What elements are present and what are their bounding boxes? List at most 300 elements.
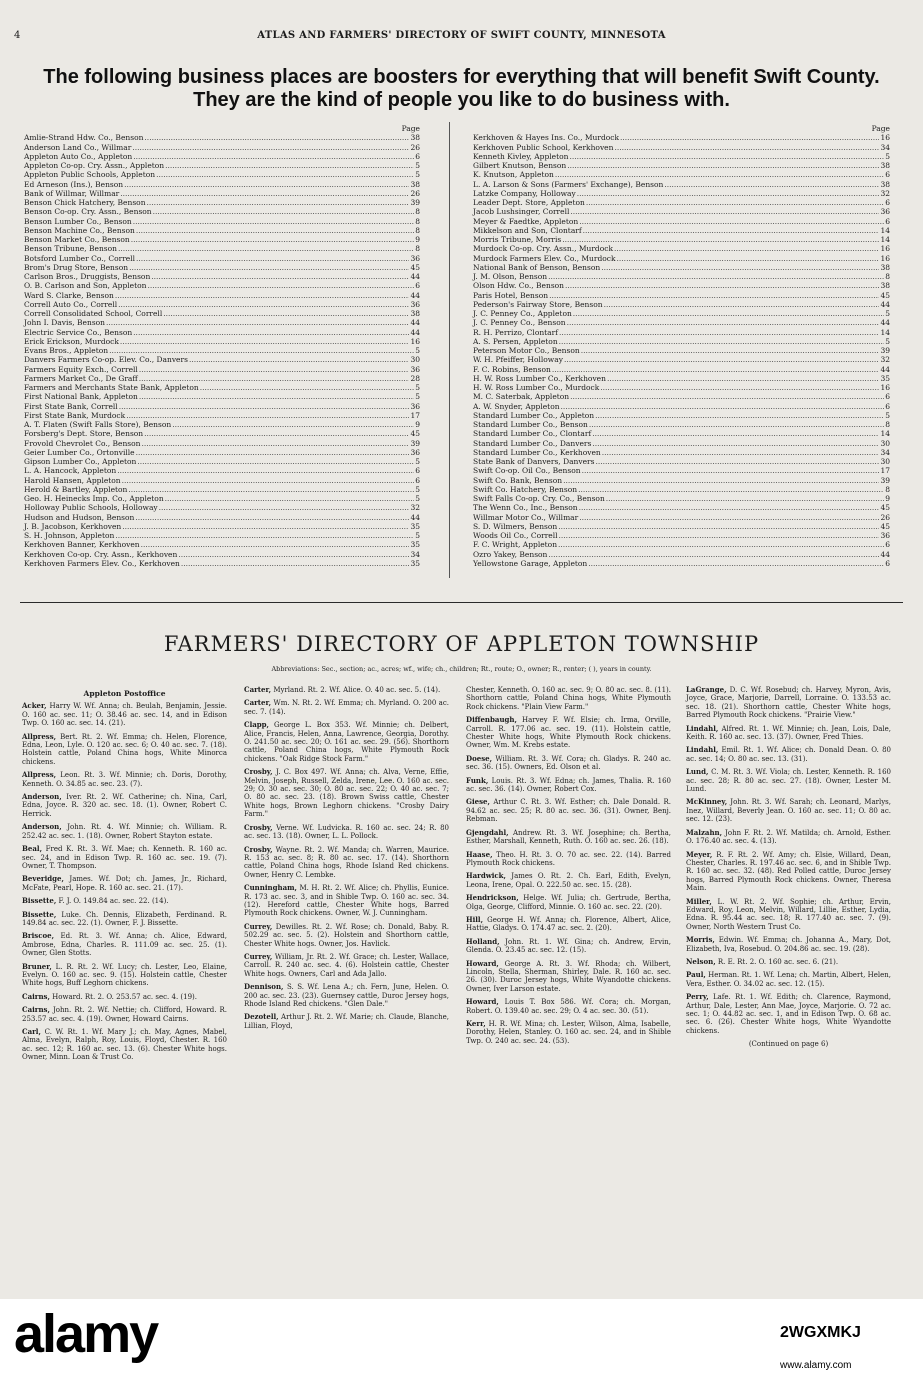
- business-name: Jacob Lushsinger, Correll: [473, 207, 570, 217]
- business-name: Herold & Bartley, Appleton: [24, 484, 128, 494]
- business-name: A. W. Snyder, Appleton: [473, 401, 560, 411]
- entry-details: Wayne. Rt. 2. Wf. Manda; ch. Warren, Maurice. R. 153 ac. sec. 8; R. 80 ac. sec. 17. (14). Shorthorn cattle, Poland China hogs, Rhode Island Red chickens. Owner, Henry C. Lembke.: [244, 845, 449, 879]
- business-name: Murdock Co-op. Cry. Assn., Murdock: [473, 244, 613, 254]
- directory-entry: [686, 851, 891, 893]
- directory-entry: [22, 875, 227, 892]
- farmer-surname: Lindahl,: [686, 723, 719, 733]
- leader-dots: [570, 207, 879, 216]
- entry-details: George A. Rt. 3. Wf. Rhoda; ch. Wilbert, Lincoln, Stella, Sherman, Shirley, Dale. R. 160 ac. sec. 26. (30). Duroc Jersey hogs, White Wyandotte chickens. Owner, Iver Larson estate.: [466, 959, 671, 993]
- page-ref: 35: [410, 558, 420, 568]
- business-name: State Bank of Danvers, Danvers: [473, 457, 595, 466]
- index-entry: [473, 263, 890, 272]
- entry-details: Bert. Rt. 2. Wf. Emma; ch. Helen, Florence, Edna, Leon, Lyle. O. 120 ac. sec. 6; O. 40 ac. sec. 7. (18). Holstein cattle, Poland China hogs, White Minorca chickens.: [22, 732, 227, 766]
- index-entry: [24, 272, 420, 281]
- index-entry: [24, 226, 420, 235]
- farmer-surname: Lund,: [686, 767, 709, 777]
- farmer-surname: Paul,: [686, 970, 706, 980]
- directory-entry: [686, 829, 891, 846]
- entry-details: Iver. Rt. 2. Wf. Catherine; ch. Nina, Carl, Edna, Joyce. R. 320 ac. sec. 18. (1). Owner, Robert C. Herrick.: [22, 793, 227, 818]
- farmer-surname: Carter,: [244, 685, 272, 694]
- leader-dots: [122, 522, 409, 531]
- leader-dots: [567, 318, 880, 327]
- index-entry: [473, 281, 890, 290]
- index-entry: [24, 457, 420, 466]
- page-ref: 30: [880, 457, 890, 466]
- farmer-surname: Cunningham,: [244, 883, 297, 893]
- farmer-surname: Lindahl,: [686, 745, 719, 755]
- leader-dots: [144, 429, 409, 438]
- leader-dots: [159, 503, 410, 512]
- entry-details: H. R. Wf. Mina; ch. Lester, Wilson, Alma, Isabelle, Dorothy, Helen, Stanley. O. 160 ac. sec. 24, and in Shible Twp. O. 240 ac. sec. 24. (53).: [466, 1020, 671, 1045]
- directory-entry: [466, 960, 671, 994]
- business-name: Farmers and Merchants State Bank, Appleton: [24, 383, 199, 392]
- leader-dots: [147, 281, 414, 290]
- directory-entry: [244, 686, 449, 694]
- business-name: Correll Auto Co., Correll: [24, 299, 118, 309]
- directory-entry: [244, 768, 449, 818]
- directory-entry: [466, 716, 671, 750]
- directory-entry: [686, 798, 891, 823]
- business-name: Murdock Farmers Elev. Co., Murdock: [473, 253, 616, 263]
- page-ref: 14: [880, 225, 890, 235]
- leader-dots: [569, 152, 884, 161]
- index-entry: [473, 207, 890, 216]
- directory-column-3: [466, 686, 671, 1050]
- page-ref: 44: [410, 327, 420, 337]
- business-name: Leader Dept. Store, Appleton: [473, 198, 585, 207]
- index-entry: [473, 439, 890, 448]
- page-ref: 28: [410, 373, 420, 383]
- business-name: Benson Machine Co., Benson: [24, 225, 135, 235]
- page-ref: 9: [415, 235, 420, 244]
- business-name: Standard Lumber Co., Benson: [473, 420, 588, 429]
- entry-details: Ed. Rt. 3. Wf. Anna; ch. Alice, Edward, Ambrose, Edna, Charles. R. 111.09 ac. sec. 25. (1). Owner, Glen Stotts.: [22, 932, 227, 958]
- farmer-surname: Carter,: [244, 698, 272, 708]
- index-entry: [24, 559, 420, 568]
- directory-entry: [22, 823, 227, 840]
- index-entry: [473, 411, 890, 420]
- directory-entry: [22, 1028, 227, 1062]
- directory-column-4: [686, 686, 891, 1049]
- page-ref: 39: [880, 475, 890, 485]
- directory-entry: [466, 916, 671, 933]
- index-entry: [473, 374, 890, 383]
- farmer-surname: Dezotell,: [244, 1012, 279, 1022]
- entry-details: Helge. Wf. Julia; ch. Gertrude, Bertha, Olga, George, Clifford, Minnie. O. 160 ac. sec. 22. (20).: [466, 894, 671, 911]
- page-ref: 9: [415, 420, 420, 429]
- index-entry: [473, 476, 890, 485]
- business-name: Ward S. Clarke, Benson: [24, 290, 114, 300]
- page-ref: 17: [880, 466, 890, 476]
- index-entry: [473, 420, 890, 429]
- page-ref: 34: [880, 142, 890, 152]
- business-name: Farmers Equity Exch., Correll: [24, 364, 138, 374]
- directory-column-2: [244, 686, 449, 1035]
- index-entry: [24, 355, 420, 364]
- page-ref: 5: [415, 457, 420, 466]
- page-ref: 8: [885, 272, 890, 281]
- farmer-surname: Beal,: [22, 844, 43, 854]
- directory-entry: [466, 872, 671, 889]
- stock-url: www.alamy.com: [780, 1360, 852, 1371]
- postoffice-heading: Appleton Postoffice: [83, 689, 166, 698]
- entry-details: John F. Rt. 2. Wf. Matilda; ch. Arnold, Esther. O. 176.40 ac. sec. 4. (13).: [686, 828, 891, 846]
- leader-dots: [579, 217, 884, 226]
- business-name: J. C. Penney Co., Benson: [473, 318, 566, 328]
- leader-dots: [178, 550, 409, 559]
- entry-details: William, Jr. Rt. 2. Wf. Grace; ch. Lester, Wallace, Carroll. R. 240 ac. sec. 4. (6). Holstein cattle, Chester White hogs. Owners, Carl and Ada Jallo.: [244, 952, 449, 978]
- page-ref: 5: [415, 531, 420, 540]
- farmer-surname: Acker,: [22, 701, 47, 711]
- leader-dots: [570, 392, 884, 401]
- index-entry: [473, 143, 890, 152]
- index-entry: [473, 559, 890, 568]
- directory-column-1: [22, 686, 227, 1067]
- index-entry: [24, 217, 420, 226]
- entry-details: James. Wf. Dot; ch. James, Jr., Richard, McFate, Pearl, Hope. R. 160 ac. sec. 21. (17).: [22, 875, 227, 892]
- entry-details: Luke. Ch. Dennis, Elizabeth, Ferdinand. R. 149.84 ac. sec. 22. (1). Owner, F. J. Bissette.: [22, 910, 227, 927]
- page-ref: 6: [885, 170, 890, 180]
- directory-entry: [22, 1006, 227, 1023]
- index-entry: [473, 402, 890, 411]
- leader-dots: [133, 328, 409, 337]
- index-entry: [473, 272, 890, 281]
- directory-entry: [244, 923, 449, 948]
- index-entry: [473, 217, 890, 226]
- index-entry: [473, 346, 890, 355]
- directory-entry: [686, 686, 891, 720]
- entry-details: John. Rt. 2. Wf. Nettie; ch. Clifford, Howard. R. 253.57 ac. sec. 4. (19). Owner, Howard Cairns.: [22, 1006, 227, 1023]
- leader-dots: [548, 272, 884, 281]
- business-name: Kenneth Kivley, Appleton: [473, 151, 569, 161]
- index-entry: [24, 522, 420, 531]
- entry-details: J. C. Box 497. Wf. Anna; ch. Alva, Verne, Effie, Melvin, Joseph, Russell, Zelda, Irene, Lee. O. 160 ac. sec. 29; O. 30 ac. sec. 30; O. 80 ac. sec. 22; O. 40 ac. sec. 7; O. 80 ac. sec. 23. (18). Brown Swiss cattle, Chester White hogs, Brown Leghorn chickens. "Crosby Dairy Farm.": [244, 768, 449, 819]
- index-entry: [473, 318, 890, 327]
- page-ref: 45: [880, 503, 890, 513]
- directory-entry: [244, 721, 449, 763]
- continued-note: (Continued on page 6): [748, 1040, 829, 1049]
- page-ref: 14: [880, 235, 890, 244]
- index-entry: [473, 494, 890, 503]
- farmer-surname: Currey,: [244, 921, 273, 931]
- boosters-headline: The following business places are boosters for everything that will benefit Swift County. They are the kind of people you like to do business with.: [43, 66, 880, 111]
- farmer-surname: Crosby,: [244, 844, 273, 854]
- directory-entry: [466, 894, 671, 911]
- entry-details: Chester, Kenneth. O. 160 ac. sec. 9; O. 80 ac. sec. 8. (11). Shorthorn cattle, Poland China hogs, White Plymouth Rock chickens. "Plain View Farm.": [466, 686, 671, 711]
- entry-details: William. Rt. 3. Wf. Cora; ch. Gladys. R. 240 ac. sec. 36. (15). Owners, Ed. Olson et al.: [466, 754, 671, 772]
- business-name: M. C. Saterbak, Appleton: [473, 392, 570, 402]
- index-entry: [24, 300, 420, 309]
- index-entry: [24, 466, 420, 475]
- leader-dots: [124, 180, 409, 189]
- running-title: ATLAS AND FARMERS' DIRECTORY OF SWIFT COUNTY, MINNESOTA: [257, 30, 666, 41]
- index-entry: [24, 503, 420, 512]
- page-ref: 45: [880, 290, 890, 300]
- index-entry: [473, 550, 890, 559]
- stock-image-id: 2WGXMKJ: [780, 1324, 861, 1341]
- entry-details: John. Rt. 4. Wf. Minnie; ch. William. R. 252.42 ac. sec. 1. (18). Owner, Robert Stayton estate.: [22, 823, 227, 840]
- business-name: K. Knutson, Appleton: [473, 170, 554, 180]
- business-name: Appleton Auto Co., Appleton: [24, 151, 133, 161]
- entry-details: Arthur J. Rt. 2. Wf. Marie; ch. Claude, Blanche, Lillian, Floyd,: [244, 1013, 449, 1030]
- leader-dots: [131, 235, 414, 244]
- index-entry: [24, 143, 420, 152]
- page-ref: 6: [885, 540, 890, 550]
- leader-dots: [606, 494, 884, 503]
- farmer-surname: Anderson,: [22, 822, 62, 832]
- index-entry: [24, 540, 420, 549]
- business-name: Botsford Lumber Co., Correll: [24, 253, 136, 263]
- leader-dots: [596, 457, 880, 466]
- page-ref: 38: [880, 262, 890, 272]
- page-ref: 38: [880, 179, 890, 189]
- page-ref: 16: [880, 133, 890, 143]
- farmer-surname: Crosby,: [244, 822, 273, 832]
- farmer-surname: McKinney,: [686, 797, 728, 807]
- page-ref: 44: [880, 364, 890, 374]
- leader-dots: [583, 226, 880, 235]
- entry-details: George H. Wf. Anna; ch. Florence, Albert, Alice, Hattie, Gladys. O. 174.47 ac. sec. 2. (20).: [466, 915, 671, 933]
- directory-entry: [686, 898, 891, 932]
- index-entry: [473, 198, 890, 207]
- index-entry: [24, 383, 420, 392]
- business-name: Swift Co. Hatchery, Benson: [473, 484, 578, 494]
- page-ref: 44: [880, 549, 890, 559]
- leader-dots: [200, 383, 415, 392]
- directory-entry: [466, 686, 671, 711]
- directory-entry: [466, 851, 671, 868]
- leader-dots: [165, 161, 414, 170]
- page-ref: 39: [410, 438, 420, 448]
- index-entry: [473, 161, 890, 170]
- business-name: H. W. Ross Lumber Co., Murdock: [473, 383, 600, 392]
- business-name: Gilbert Knutson, Benson: [473, 161, 567, 170]
- entry-details: L. R. Rt. 2. Wf. Lucy; ch. Lester, Leo, Elaine, Evelyn. O. 160 ac. sec. 9. (15). Holstein cattle, Chester White hogs, Buff Leghorn chickens.: [22, 962, 227, 988]
- leader-dots: [548, 550, 879, 559]
- leader-dots: [565, 281, 879, 290]
- directory-entry: [22, 897, 227, 905]
- index-entry: [24, 281, 420, 290]
- index-entry: [473, 392, 890, 401]
- business-name: Farmers Market Co., De Graff: [24, 373, 138, 383]
- index-entry: [24, 429, 420, 438]
- business-name: Standard Lumber Co., Kerkhoven: [473, 447, 601, 457]
- index-entry: [24, 318, 420, 327]
- business-name: Erick Erickson, Murdock: [24, 336, 119, 346]
- business-name: First State Bank, Murdock: [24, 410, 126, 420]
- farmer-surname: Doese,: [466, 753, 493, 763]
- business-name: Benson Chick Hatchery, Benson: [24, 198, 146, 207]
- farmer-surname: Clapp,: [244, 720, 269, 730]
- leader-dots: [567, 161, 879, 170]
- directory-entry: [466, 998, 671, 1015]
- business-name: Carlson Bros., Druggists, Benson: [24, 272, 151, 281]
- farmer-surname: Howard,: [466, 997, 499, 1007]
- entry-details: D. C. Wf. Rosebud; ch. Harvey, Myron, Avis, Joyce, Grace, Marjorie, Darrell, Lorraine. O. 133.53 ac. sec. 18. (21). Shorthorn cattle, Chester White hogs, Barred Plymouth Rock chickens. "Prairie View.": [686, 686, 891, 720]
- index-entry: [24, 439, 420, 448]
- page-ref: 36: [410, 364, 420, 374]
- index-entry: [24, 337, 420, 346]
- column-divider: [449, 122, 450, 578]
- farmer-surname: Kerr,: [466, 1019, 486, 1028]
- index-entry: [24, 550, 420, 559]
- page-ref: 6: [415, 151, 420, 161]
- page-ref: 17: [410, 410, 420, 420]
- farmer-surname: Miller,: [686, 896, 712, 906]
- farmer-surname: Briscoe,: [22, 931, 55, 941]
- leader-dots: [579, 503, 880, 512]
- page-ref: 5: [415, 484, 420, 494]
- directory-entry: [22, 963, 227, 988]
- leader-dots: [592, 439, 879, 448]
- page-ref: 36: [410, 299, 420, 309]
- leader-dots: [559, 328, 879, 337]
- farmer-surname: Giese,: [466, 797, 490, 807]
- leader-dots: [563, 476, 879, 485]
- page-ref: 5: [415, 170, 420, 180]
- business-name: Benson Market Co., Benson: [24, 235, 130, 244]
- index-entry: [473, 180, 890, 189]
- directory-entry: [686, 768, 891, 793]
- index-entry: [24, 180, 420, 189]
- entry-details: Dewilles. Rt. 2. Wf. Rose; ch. Donald, Baby. R. 502.29 ac. sec. 5. (2). Holstein and Shorthorn cattle, Chester White hogs. Owner, Jos. Havlick.: [244, 922, 449, 948]
- directory-entry: [244, 1013, 449, 1030]
- business-name: H. W. Ross Lumber Co., Kerkhoven: [473, 373, 606, 383]
- leader-dots: [118, 300, 409, 309]
- directory-entry: [466, 755, 671, 772]
- leader-dots: [664, 180, 879, 189]
- leader-dots: [172, 420, 414, 429]
- directory-entry: [244, 884, 449, 918]
- page-ref: 32: [410, 503, 420, 513]
- entry-details: Arthur C. Rt. 3. Wf. Esther; ch. Dale Donald. R. 94.62 ac. sec. 25; R. 80 ac. sec. 36. (31). Owner, Benj. Rebman.: [466, 798, 671, 824]
- leader-dots: [189, 355, 410, 364]
- business-name: Electric Service Co., Benson: [24, 327, 133, 337]
- page-ref: 45: [410, 429, 420, 439]
- business-name: Anderson Land Co., Willmar: [24, 142, 132, 152]
- business-name: John I. Davis, Benson: [24, 318, 106, 328]
- leader-dots: [617, 254, 880, 263]
- business-name: Benson Lumber Co., Benson: [24, 216, 132, 226]
- index-entry: [24, 291, 420, 300]
- page-ref: 38: [410, 133, 420, 143]
- page-ref: 39: [410, 198, 420, 207]
- farmer-surname: Bissette,: [22, 896, 57, 906]
- business-name: Kerkhoven & Hayes Ins. Co., Murdock: [473, 133, 620, 143]
- business-name: Ozro Yakey, Benson: [473, 549, 548, 559]
- business-name: Forsberg's Dept. Store, Benson: [24, 429, 144, 439]
- entry-details: Theo. H. Rt. 3. O. 70 ac. sec. 22. (14). Barred Plymouth Rock chickens.: [466, 850, 671, 867]
- leader-dots: [573, 309, 884, 318]
- index-entry: [473, 300, 890, 309]
- entry-details: Harvey F. Wf. Elsie; ch. Irma, Orville, Carroll. R. 177.06 ac. sec. 19. (11). Holstein cattle, Chester White hogs, White Plymouth Rock chickens. Owner, Wm. M. Krebs estate.: [466, 716, 671, 750]
- index-entry: [473, 244, 890, 253]
- leader-dots: [136, 226, 414, 235]
- index-entry: [24, 494, 420, 503]
- index-entry: [24, 198, 420, 207]
- business-name: Ed Arneson (Ins.), Benson: [24, 179, 124, 189]
- page-ref: 35: [410, 521, 420, 531]
- index-entry: [473, 466, 890, 475]
- entry-details: Alfred. Rt. 1. Wf. Minnie; ch. Jean, Lois, Dale, Keith. R. 160 ac. sec. 13. (37). Owner, Fred Thies.: [686, 724, 891, 742]
- business-name: O. B. Carlson and Son, Appleton: [24, 281, 147, 291]
- business-name: Willmar Motor Co., Willmar: [473, 512, 579, 522]
- leader-dots: [601, 263, 879, 272]
- business-name: Correll Consolidated School, Correll: [24, 309, 163, 318]
- directory-entry: [686, 958, 891, 966]
- farmer-surname: Allpress,: [22, 770, 57, 780]
- leader-dots: [139, 392, 414, 401]
- farmer-surname: Dennison,: [244, 982, 284, 992]
- farmer-surname: Meyer,: [686, 849, 713, 859]
- page-ref: 5: [885, 410, 890, 420]
- section-divider: [20, 602, 903, 603]
- business-name: W. H. Pfeiffer, Holloway: [473, 355, 563, 365]
- business-name: Geo. H. Heinecks Imp. Co., Appleton: [24, 494, 164, 503]
- directory-title: FARMERS' DIRECTORY OF APPLETON TOWNSHIP: [163, 632, 760, 656]
- business-name: Kerkhoven Farmers Elev. Co., Kerkhoven: [24, 558, 180, 568]
- entry-details: Verne. Wf. Ludvicka. R. 160 ac. sec. 24; R. 80 ac. sec. 13. (18). Owner, L. L. Pollock.: [244, 823, 449, 841]
- page-ref: 6: [885, 401, 890, 411]
- page-ref: 26: [410, 188, 420, 198]
- index-entry: [473, 254, 890, 263]
- leader-dots: [133, 152, 414, 161]
- farmer-surname: Bruner,: [22, 961, 52, 971]
- business-name: Meyer & Faedtke, Appleton: [473, 216, 579, 226]
- index-entry: [24, 402, 420, 411]
- leader-dots: [595, 411, 884, 420]
- leader-dots: [577, 189, 880, 198]
- page-ref: 14: [880, 429, 890, 439]
- page-ref: 26: [410, 142, 420, 152]
- entry-details: Emil. Rt. 1. Wf. Alice; ch. Donald Dean. O. 80 ac. sec. 14; O. 80 ac. sec. 13. (31).: [686, 746, 891, 763]
- entry-details: Leon. Rt. 3. Wf. Minnie; ch. Doris, Dorothy, Kenneth. O. 34.85 ac. sec. 23. (7).: [22, 771, 227, 788]
- page-ref: 5: [415, 383, 420, 392]
- page-ref: 8: [415, 216, 420, 226]
- business-name: Geier Lumber Co., Ortonville: [24, 447, 135, 457]
- page-ref: 5: [415, 392, 420, 402]
- page-ref: 36: [410, 447, 420, 457]
- page-ref: 16: [880, 244, 890, 254]
- entry-details: C. W. Rt. 1. Wf. Mary J.; ch. May, Agnes, Mabel, Alma, Evelyn, Ralph, Roy, Louis, Floyd, Chester. R. 160 ac. sec. 12; R. 160 ac. sec. 13. (6). Chester White hogs. Owner, Minn. Loan & Trust Co.: [22, 1028, 227, 1062]
- business-name: L. A. Larson & Sons (Farmers' Exchange), Benson: [473, 179, 664, 189]
- page-ref: 6: [415, 475, 420, 485]
- leader-dots: [119, 402, 410, 411]
- directory-entry: [22, 845, 227, 870]
- leader-dots: [579, 513, 879, 522]
- business-name: Yellowstone Garage, Appleton: [473, 558, 588, 568]
- business-name: Appleton Public Schools, Appleton: [24, 170, 156, 180]
- leader-dots: [109, 346, 414, 355]
- leader-dots: [135, 513, 409, 522]
- leader-dots: [139, 374, 410, 383]
- business-name: Olson Hdw. Co., Benson: [473, 281, 565, 291]
- directory-entry: [244, 983, 449, 1008]
- entry-details: Howard. Rt. 2. O. 253.57 ac. sec. 4. (19).: [49, 992, 197, 1001]
- business-name: R. H. Perrizo, Clontarf: [473, 327, 559, 337]
- index-entry: [24, 374, 420, 383]
- index-entry: [473, 429, 890, 438]
- leader-dots: [558, 540, 884, 549]
- leader-dots: [559, 337, 885, 346]
- farmer-surname: Anderson,: [22, 792, 62, 802]
- page-ref: 5: [415, 494, 420, 503]
- page-ref: 30: [410, 355, 420, 365]
- page-ref: 5: [415, 346, 420, 355]
- index-entry: [24, 170, 420, 179]
- business-name: F. C. Robins, Benson: [473, 364, 551, 374]
- index-entry: [473, 170, 890, 179]
